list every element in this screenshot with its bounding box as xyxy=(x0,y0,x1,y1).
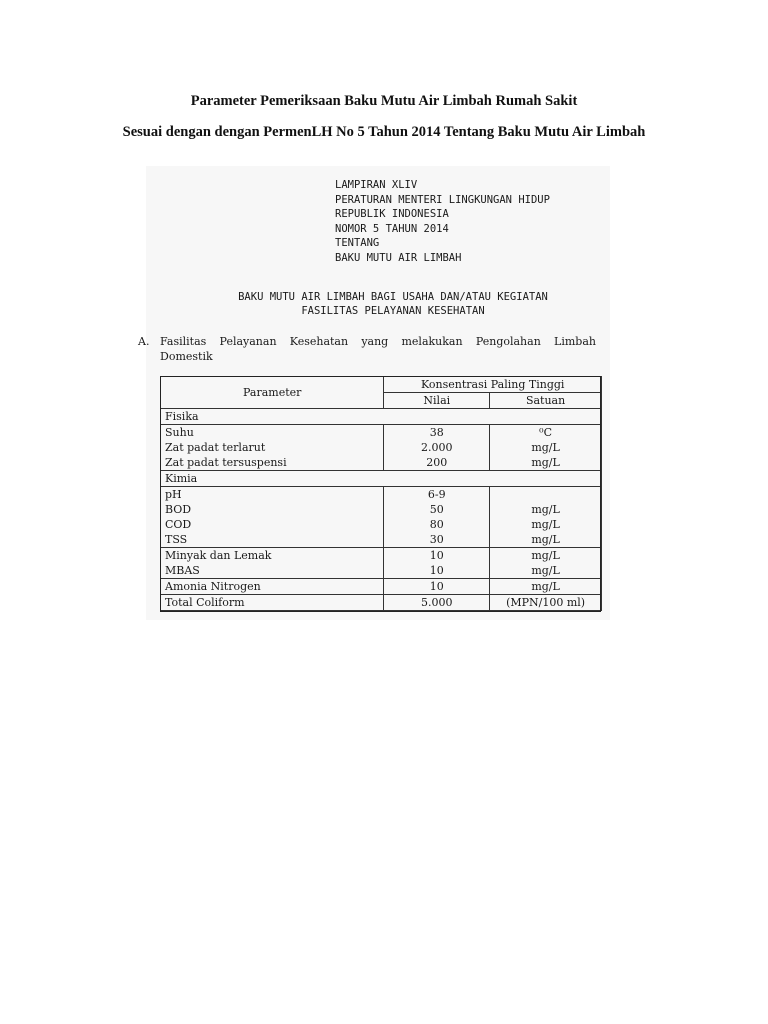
category-fisika: Fisika xyxy=(161,409,602,425)
cell-nilai: 2.000 xyxy=(384,440,490,455)
lampiran-line: LAMPIRAN XLIV xyxy=(335,179,418,191)
quality-standard-table xyxy=(160,376,602,611)
lampiran-line: NOMOR 5 TAHUN 2014 xyxy=(335,222,449,235)
cell-satuan: mg/L xyxy=(490,440,602,455)
lampiran-line: TENTANG xyxy=(335,237,380,249)
cell-parameter: Minyak dan Lemak xyxy=(161,548,384,564)
cell-nilai: 38 xyxy=(384,425,490,441)
section-word: Fasilitas xyxy=(160,335,207,348)
section-word: Pengolahan xyxy=(475,335,541,348)
cell-nilai: 6-9 xyxy=(384,487,490,503)
section-heading-line2: Domestik xyxy=(160,350,213,363)
cell-satuan: mg/L xyxy=(490,563,602,579)
section-word: Kesehatan xyxy=(289,335,349,348)
table-row xyxy=(161,440,602,455)
cell-nilai: 10 xyxy=(384,563,490,579)
cell-nilai: 80 xyxy=(384,517,490,532)
annex-heading-line1: BAKU MUTU AIR LIMBAH BAGI USAHA DAN/ATAU KEGIATAN xyxy=(238,291,548,303)
cell-satuan: mg/L xyxy=(490,579,602,595)
table-row xyxy=(161,487,602,503)
cell-nilai: 5.000 xyxy=(384,595,490,611)
cell-satuan: mg/L xyxy=(490,517,602,532)
table-row xyxy=(161,502,602,517)
table-row xyxy=(161,532,602,548)
cell-parameter: COD xyxy=(161,517,384,532)
cell-satuan: mg/L xyxy=(490,548,602,564)
table-row xyxy=(161,517,602,532)
table-row xyxy=(161,455,602,471)
document-title: Parameter Pemeriksaan Baku Mutu Air Limbah Rumah Sakit xyxy=(190,93,578,109)
cell-parameter: Total Coliform xyxy=(161,595,384,611)
cell-parameter: pH xyxy=(161,487,384,503)
table-row xyxy=(161,548,602,564)
cell-nilai: 10 xyxy=(384,548,490,564)
header-nilai: Nilai xyxy=(384,393,490,409)
document-subtitle: Sesuai dengan dengan PermenLH No 5 Tahun 2014 Tentang Baku Mutu Air Limbah xyxy=(122,124,646,140)
cell-nilai: 200 xyxy=(384,455,490,471)
section-heading-line1 xyxy=(160,334,596,349)
cell-nilai: 30 xyxy=(384,532,490,548)
category-kimia: Kimia xyxy=(161,471,602,487)
section-letter: A. xyxy=(138,335,150,348)
header-parameter: Parameter xyxy=(161,377,384,409)
lampiran-line: REPUBLIK INDONESIA xyxy=(335,208,449,220)
section-word: yang xyxy=(361,335,389,348)
table-row xyxy=(161,563,602,579)
cell-satuan: mg/L xyxy=(490,532,602,548)
cell-parameter: MBAS xyxy=(161,563,384,579)
lampiran-line: BAKU MUTU AIR LIMBAH xyxy=(335,251,462,264)
lampiran-block xyxy=(335,178,550,265)
annex-heading-line2: FASILITAS PELAYANAN KESEHATAN xyxy=(301,305,485,317)
cell-satuan: mg/L xyxy=(490,455,602,471)
section-word: melakukan xyxy=(401,335,463,348)
header-satuan: Satuan xyxy=(490,393,602,409)
cell-nilai: 50 xyxy=(384,502,490,517)
cell-satuan: (MPN/100 ml) xyxy=(490,595,602,611)
cell-parameter: Amonia Nitrogen xyxy=(161,579,384,595)
cell-parameter: Zat padat tersuspensi xyxy=(161,455,384,471)
cell-parameter: TSS xyxy=(161,532,384,548)
cell-satuan xyxy=(490,487,602,503)
section-word: Limbah xyxy=(554,335,596,348)
cell-parameter: BOD xyxy=(161,502,384,517)
cell-nilai: 10 xyxy=(384,579,490,595)
cell-satuan: mg/L xyxy=(490,502,602,517)
header-concentration: Konsentrasi Paling Tinggi xyxy=(384,377,602,393)
section-word: Pelayanan xyxy=(219,335,277,348)
table-row xyxy=(161,425,602,441)
table-row xyxy=(161,471,602,487)
table-row xyxy=(161,579,602,595)
cell-parameter: Zat padat terlarut xyxy=(161,440,384,455)
cell-parameter: Suhu xyxy=(161,425,384,441)
lampiran-line: PERATURAN MENTERI LINGKUNGAN HIDUP xyxy=(335,193,550,206)
table-row xyxy=(161,595,602,611)
cell-satuan: ⁰C xyxy=(490,425,602,441)
